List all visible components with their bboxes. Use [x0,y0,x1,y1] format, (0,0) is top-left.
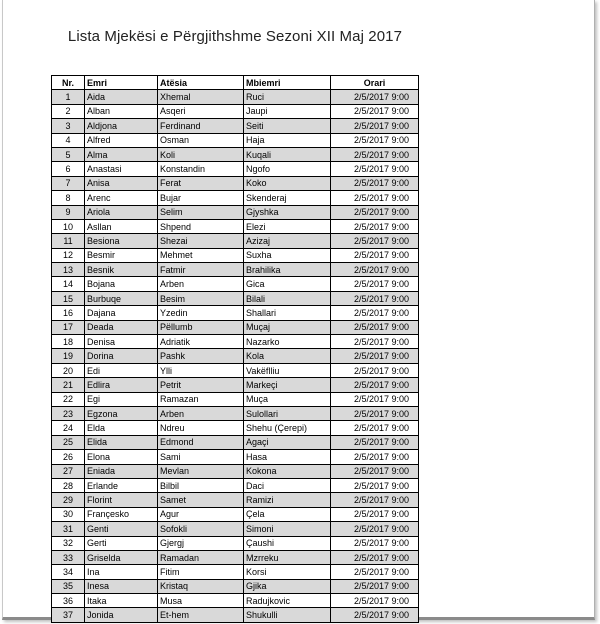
cell-orari: 2/5/2017 9:00 [331,147,419,161]
table-row [52,263,419,277]
table-row [52,406,419,420]
cell-emri: Eniada [85,464,158,478]
cell-atesia: Arben [158,406,244,420]
cell-mbiemri: Muçaj [244,320,331,334]
cell-nr: 18 [52,335,85,349]
table-row [52,191,419,205]
cell-orari: 2/5/2017 9:00 [331,219,419,233]
cell-atesia: Fitim [158,565,244,579]
cell-emri: Egzona [85,406,158,420]
header-atesia: Atësia [158,76,244,90]
cell-mbiemri: Seiti [244,119,331,133]
cell-orari: 2/5/2017 9:00 [331,550,419,564]
cell-atesia: Shezai [158,234,244,248]
table-row [52,507,419,521]
table-row [52,205,419,219]
header-orari: Orari [331,76,419,90]
cell-mbiemri: Jaupi [244,104,331,118]
cell-orari: 2/5/2017 9:00 [331,349,419,363]
cell-mbiemri: Shukulli [244,608,331,622]
table-row [52,349,419,363]
cell-emri: Edi [85,363,158,377]
cell-nr: 6 [52,162,85,176]
cell-nr: 32 [52,536,85,550]
table-row [52,550,419,564]
cell-emri: Florint [85,493,158,507]
cell-atesia: Samet [158,493,244,507]
cell-atesia: Selim [158,205,244,219]
cell-emri: Elida [85,435,158,449]
cell-atesia: Ramadan [158,550,244,564]
cell-orari: 2/5/2017 9:00 [331,335,419,349]
cell-nr: 33 [52,550,85,564]
document-title: Lista Mjekësi e Përgjithshme Sezoni XII Maj 2017 [67,28,403,45]
cell-emri: Alfred [85,133,158,147]
cell-mbiemri: Nazarko [244,335,331,349]
cell-orari: 2/5/2017 9:00 [331,234,419,248]
table-row [52,421,419,435]
cell-nr: 22 [52,392,85,406]
cell-orari: 2/5/2017 9:00 [331,493,419,507]
schedule-table [51,75,419,623]
cell-orari: 2/5/2017 9:00 [331,507,419,521]
cell-emri: Arenc [85,191,158,205]
table-body [52,90,419,622]
table-row [52,176,419,190]
cell-orari: 2/5/2017 9:00 [331,464,419,478]
table-row [52,478,419,492]
table-row [52,464,419,478]
cell-mbiemri: Gjyshka [244,205,331,219]
cell-orari: 2/5/2017 9:00 [331,536,419,550]
table-row [52,594,419,608]
cell-nr: 12 [52,248,85,262]
cell-emri: Inesa [85,579,158,593]
cell-atesia: Besim [158,291,244,305]
table-row [52,335,419,349]
cell-atesia: Sofokli [158,522,244,536]
cell-nr: 25 [52,435,85,449]
cell-mbiemri: Ruci [244,90,331,104]
cell-mbiemri: Koko [244,176,331,190]
cell-orari: 2/5/2017 9:00 [331,450,419,464]
cell-mbiemri: Ramizi [244,493,331,507]
cell-emri: Aldjona [85,119,158,133]
table-row [52,493,419,507]
cell-atesia: Mehmet [158,248,244,262]
cell-emri: Edlira [85,378,158,392]
cell-atesia: Adriatik [158,335,244,349]
cell-mbiemri: Shehu (Çerepi) [244,421,331,435]
cell-emri: Alban [85,104,158,118]
cell-nr: 3 [52,119,85,133]
cell-emri: Anastasi [85,162,158,176]
cell-orari: 2/5/2017 9:00 [331,291,419,305]
cell-nr: 20 [52,363,85,377]
cell-mbiemri: Hasa [244,450,331,464]
cell-emri: Ariola [85,205,158,219]
cell-atesia: Osman [158,133,244,147]
cell-atesia: Petrit [158,378,244,392]
cell-orari: 2/5/2017 9:00 [331,176,419,190]
table-row [52,363,419,377]
cell-atesia: Edmond [158,435,244,449]
cell-atesia: Koli [158,147,244,161]
cell-emri: Alma [85,147,158,161]
cell-emri: Denisa [85,335,158,349]
cell-emri: Griselda [85,550,158,564]
cell-atesia: Ndreu [158,421,244,435]
cell-emri: Jonida [85,608,158,622]
cell-mbiemri: Sulollari [244,406,331,420]
table-row [52,522,419,536]
cell-atesia: Gjergj [158,536,244,550]
cell-atesia: Mevlan [158,464,244,478]
cell-orari: 2/5/2017 9:00 [331,594,419,608]
cell-mbiemri: Markeçi [244,378,331,392]
cell-atesia: Konstandin [158,162,244,176]
cell-orari: 2/5/2017 9:00 [331,133,419,147]
cell-nr: 31 [52,522,85,536]
cell-mbiemri: Gjika [244,579,331,593]
table-row [52,291,419,305]
cell-orari: 2/5/2017 9:00 [331,306,419,320]
cell-atesia: Arben [158,277,244,291]
cell-orari: 2/5/2017 9:00 [331,392,419,406]
cell-nr: 2 [52,104,85,118]
cell-emri: Egi [85,392,158,406]
cell-emri: Bojana [85,277,158,291]
cell-atesia: Ferdinand [158,119,244,133]
cell-orari: 2/5/2017 9:00 [331,608,419,622]
cell-atesia: Fatmir [158,263,244,277]
cell-atesia: Ramazan [158,392,244,406]
table-row [52,565,419,579]
cell-nr: 23 [52,406,85,420]
cell-atesia: Shpend [158,219,244,233]
cell-emri: Genti [85,522,158,536]
cell-orari: 2/5/2017 9:00 [331,277,419,291]
cell-atesia: Bujar [158,191,244,205]
schedule-table-container [51,75,418,623]
cell-mbiemri: Radujkovic [244,594,331,608]
cell-nr: 14 [52,277,85,291]
cell-mbiemri: Suxha [244,248,331,262]
cell-orari: 2/5/2017 9:00 [331,406,419,420]
table-row [52,536,419,550]
cell-orari: 2/5/2017 9:00 [331,119,419,133]
table-row [52,320,419,334]
cell-nr: 7 [52,176,85,190]
cell-mbiemri: Ngofo [244,162,331,176]
table-header-row [52,76,419,90]
table-row [52,219,419,233]
table-row [52,234,419,248]
cell-mbiemri: Skenderaj [244,191,331,205]
table-row [52,435,419,449]
cell-nr: 27 [52,464,85,478]
cell-nr: 36 [52,594,85,608]
cell-mbiemri: Korsi [244,565,331,579]
header-nr: Nr. [52,76,85,90]
header-emri: Emri [85,76,158,90]
cell-atesia: Asqeri [158,104,244,118]
cell-orari: 2/5/2017 9:00 [331,263,419,277]
cell-orari: 2/5/2017 9:00 [331,378,419,392]
cell-atesia: Xhemal [158,90,244,104]
cell-emri: Dorina [85,349,158,363]
cell-emri: Burbuqe [85,291,158,305]
cell-emri: Besmir [85,248,158,262]
cell-mbiemri: Kuqali [244,147,331,161]
cell-orari: 2/5/2017 9:00 [331,565,419,579]
cell-mbiemri: Çaushi [244,536,331,550]
cell-atesia: Ylli [158,363,244,377]
cell-mbiemri: Daci [244,478,331,492]
cell-mbiemri: Çela [244,507,331,521]
cell-orari: 2/5/2017 9:00 [331,248,419,262]
cell-mbiemri: Simoni [244,522,331,536]
cell-nr: 34 [52,565,85,579]
cell-atesia: Sami [158,450,244,464]
table-row [52,119,419,133]
table-row [52,277,419,291]
cell-nr: 35 [52,579,85,593]
cell-mbiemri: Mzrreku [244,550,331,564]
cell-orari: 2/5/2017 9:00 [331,205,419,219]
cell-atesia: Pashk [158,349,244,363]
cell-mbiemri: Brahilika [244,263,331,277]
cell-atesia: Kristaq [158,579,244,593]
table-row [52,90,419,104]
table-row [52,378,419,392]
cell-orari: 2/5/2017 9:00 [331,421,419,435]
cell-mbiemri: Muça [244,392,331,406]
cell-emri: Itaka [85,594,158,608]
cell-nr: 19 [52,349,85,363]
table-row [52,162,419,176]
cell-orari: 2/5/2017 9:00 [331,104,419,118]
table-row [52,133,419,147]
cell-nr: 16 [52,306,85,320]
cell-nr: 5 [52,147,85,161]
cell-nr: 8 [52,191,85,205]
cell-mbiemri: Bilali [244,291,331,305]
cell-mbiemri: Elezi [244,219,331,233]
cell-emri: Anisa [85,176,158,190]
cell-nr: 15 [52,291,85,305]
cell-atesia: Pëllumb [158,320,244,334]
cell-mbiemri: Haja [244,133,331,147]
cell-mbiemri: Kokona [244,464,331,478]
cell-atesia: Ferat [158,176,244,190]
cell-emri: Françesko [85,507,158,521]
cell-nr: 11 [52,234,85,248]
header-mbiemri: Mbiemri [244,76,331,90]
cell-mbiemri: Agaçi [244,435,331,449]
cell-atesia: Agur [158,507,244,521]
cell-mbiemri: Gica [244,277,331,291]
cell-mbiemri: Kola [244,349,331,363]
cell-nr: 1 [52,90,85,104]
cell-nr: 28 [52,478,85,492]
cell-emri: Erlande [85,478,158,492]
cell-atesia: Yzedin [158,306,244,320]
cell-nr: 24 [52,421,85,435]
cell-nr: 17 [52,320,85,334]
table-row [52,306,419,320]
cell-emri: Elona [85,450,158,464]
cell-emri: Asllan [85,219,158,233]
table-row [52,248,419,262]
table-row [52,579,419,593]
cell-nr: 10 [52,219,85,233]
cell-emri: Ina [85,565,158,579]
cell-mbiemri: Vakëflliu [244,363,331,377]
table-row [52,450,419,464]
cell-emri: Elda [85,421,158,435]
cell-nr: 37 [52,608,85,622]
cell-emri: Aida [85,90,158,104]
cell-nr: 9 [52,205,85,219]
cell-nr: 4 [52,133,85,147]
cell-emri: Besiona [85,234,158,248]
cell-orari: 2/5/2017 9:00 [331,191,419,205]
table-row [52,147,419,161]
cell-orari: 2/5/2017 9:00 [331,90,419,104]
cell-nr: 30 [52,507,85,521]
cell-nr: 21 [52,378,85,392]
cell-atesia: Musa [158,594,244,608]
cell-emri: Dajana [85,306,158,320]
cell-emri: Gerti [85,536,158,550]
cell-emri: Besnik [85,263,158,277]
cell-atesia: Bilbil [158,478,244,492]
cell-nr: 26 [52,450,85,464]
cell-orari: 2/5/2017 9:00 [331,162,419,176]
cell-orari: 2/5/2017 9:00 [331,579,419,593]
cell-emri: Deada [85,320,158,334]
cell-orari: 2/5/2017 9:00 [331,363,419,377]
cell-mbiemri: Shallari [244,306,331,320]
table-row [52,392,419,406]
cell-orari: 2/5/2017 9:00 [331,522,419,536]
cell-atesia: Et-hem [158,608,244,622]
cell-nr: 29 [52,493,85,507]
cell-orari: 2/5/2017 9:00 [331,478,419,492]
cell-mbiemri: Azizaj [244,234,331,248]
cell-nr: 13 [52,263,85,277]
cell-orari: 2/5/2017 9:00 [331,435,419,449]
table-row [52,608,419,622]
cell-orari: 2/5/2017 9:00 [331,320,419,334]
table-row [52,104,419,118]
